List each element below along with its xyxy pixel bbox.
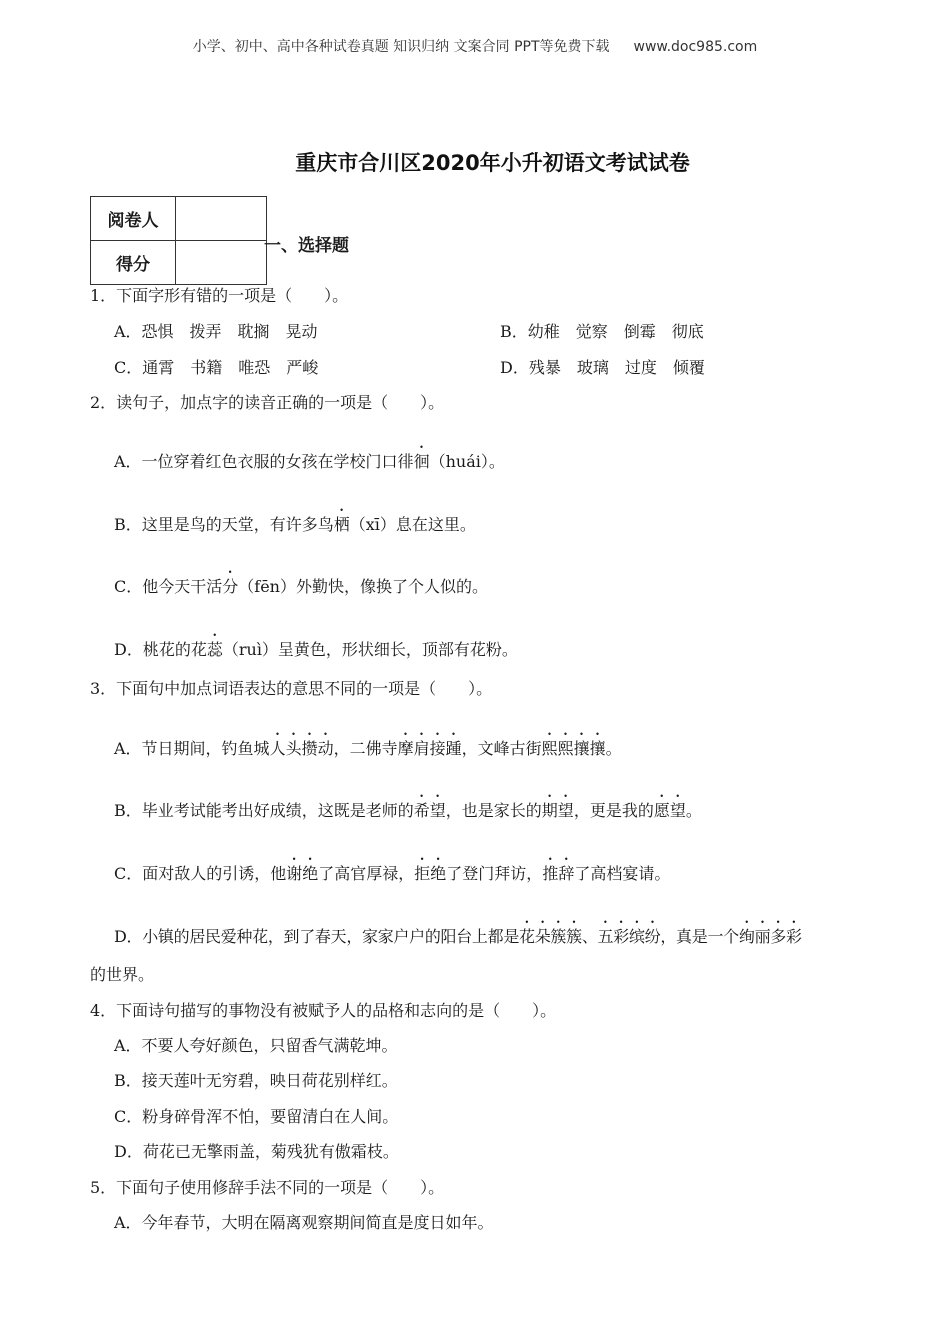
q5-option-a[interactable]: A．今年春节，大明在隔离观察期间简直是度日如年。 xyxy=(114,1213,494,1232)
q3-option-d-continuation: 的世界。 xyxy=(90,965,155,984)
q4-option-a[interactable]: A．不要人夸好颜色，只留香气满乾坤。 xyxy=(114,1036,398,1055)
q3-c-text-1: C．面对敌人的引诱，他 xyxy=(114,864,287,883)
q2-a-post: （huái）。 xyxy=(429,452,505,471)
q2-b-post: （xī）息在这里。 xyxy=(349,515,476,534)
score-field[interactable] xyxy=(176,241,267,285)
banner-site: www.doc985.com xyxy=(633,39,758,55)
q3-option-b[interactable] xyxy=(114,792,702,820)
page-title: 重庆市合川区2020年小升初语文考试试卷 xyxy=(295,151,690,175)
q3-a-dot-2: 摩肩接踵 xyxy=(397,739,462,758)
q2-option-d[interactable] xyxy=(114,631,518,659)
q3-c-dot-2: 拒绝 xyxy=(414,864,447,883)
q3-c-dot-3: 推辞 xyxy=(542,864,575,883)
score-label: 得分 xyxy=(91,241,176,285)
q3-d-text-1: D．小镇的居民爱种花，到了春天，家家户户的阳台上都是 xyxy=(114,927,520,946)
q1-option-a[interactable]: A．恐惧 拨弄 耽搁 晃动 xyxy=(114,322,318,341)
q2-d-pre: D．桃花的花 xyxy=(114,640,207,659)
q3-d-dot-3: 绚丽多彩 xyxy=(738,927,802,946)
q2-c-post: （fēn）外勤快，像换了个人似的。 xyxy=(238,577,488,596)
q2-d-post: （ruì）呈黄色，形状细长，顶部有花粉。 xyxy=(222,640,518,659)
q3-d-dot-2: 五彩缤纷 xyxy=(597,927,661,946)
q1-option-d[interactable]: D．残暴 玻璃 过度 倾覆 xyxy=(500,358,705,377)
q4-option-c[interactable]: C．粉身碎骨浑不怕，要留清白在人间。 xyxy=(114,1107,399,1126)
q2-a-dot: 徊 xyxy=(413,452,430,471)
banner-text: 小学、初中、高中各种试卷真题 知识归纳 文案合同 PPT等免费下载 xyxy=(192,39,610,55)
q3-b-text-3: ，更是我的 xyxy=(573,801,654,820)
q3-option-a[interactable] xyxy=(114,730,622,758)
q3-b-text-2: ，也是家长的 xyxy=(445,801,542,820)
q4-option-b[interactable]: B．接天莲叶无穷碧，映日荷花别样红。 xyxy=(114,1071,398,1090)
q3-a-text-4: 。 xyxy=(605,739,622,758)
q2-stem: 2．读句子，加点字的读音正确的一项是（ ）。 xyxy=(90,393,445,412)
q2-a-pre: A．一位穿着红色衣服的女孩在学校门口徘 xyxy=(114,452,414,471)
q3-a-text-1: A．节日期间，钓鱼城 xyxy=(114,739,270,758)
q3-c-text-2: 了高官厚禄， xyxy=(318,864,415,883)
q3-a-text-3: ，文峰古街 xyxy=(461,739,542,758)
q2-option-c[interactable] xyxy=(114,568,488,596)
q3-d-text-3: ，真是一个 xyxy=(660,927,739,946)
q1-option-b[interactable]: B．幼稚 觉察 倒霉 彻底 xyxy=(500,322,704,341)
q3-c-text-4: 了高档宴请。 xyxy=(574,864,671,883)
q4-option-d[interactable]: D．荷花已无擎雨盖，菊残犹有傲霜枝。 xyxy=(114,1142,399,1161)
q2-option-a[interactable] xyxy=(114,443,505,471)
q3-d-text-2: 、 xyxy=(581,927,598,946)
score-table xyxy=(90,196,267,285)
q3-c-text-3: 了登门拜访， xyxy=(446,864,543,883)
q2-d-dot: 蕊 xyxy=(206,640,223,659)
q3-stem: 3．下面句中加点词语表达的意思不同的一项是（ ）。 xyxy=(90,679,493,698)
q2-c-dot: 分 xyxy=(222,577,239,596)
q3-b-dot-2: 期望 xyxy=(541,801,574,820)
q5-stem: 5．下面句子使用修辞手法不同的一项是（ ）。 xyxy=(90,1178,445,1197)
q2-c-pre: C．他今天干活 xyxy=(114,577,223,596)
page-header-banner xyxy=(0,36,950,56)
reviewer-label: 阅卷人 xyxy=(91,197,176,241)
q2-option-b[interactable] xyxy=(114,506,476,534)
q3-b-dot-1: 希望 xyxy=(413,801,446,820)
q3-d-dot-1: 花朵簇簇 xyxy=(519,927,582,946)
q3-option-c[interactable] xyxy=(114,855,670,883)
q4-stem: 4．下面诗句描写的事物没有被赋予人的品格和志向的是（ ）。 xyxy=(90,1001,557,1020)
q3-b-text-4: 。 xyxy=(685,801,702,820)
q3-option-d[interactable] xyxy=(114,918,802,946)
q2-b-dot: 栖 xyxy=(333,515,350,534)
q3-b-dot-3: 愿望 xyxy=(653,801,686,820)
q3-c-dot-1: 谢绝 xyxy=(286,864,319,883)
q3-a-dot-3: 熙熙攘攘 xyxy=(541,739,606,758)
reviewer-field[interactable] xyxy=(176,197,267,241)
q1-stem: 1．下面字形有错的一项是（ ）。 xyxy=(90,286,349,305)
q3-a-text-2: ，二佛寺 xyxy=(333,739,398,758)
q1-option-c[interactable]: C．通霄 书籍 唯恐 严峻 xyxy=(114,358,319,377)
section-heading: 一、选择题 xyxy=(264,236,349,256)
q2-b-pre: B．这里是鸟的天堂，有许多鸟 xyxy=(114,515,334,534)
q3-a-dot-1: 人头攒动 xyxy=(269,739,334,758)
q3-b-text-1: B．毕业考试能考出好成绩，这既是老师的 xyxy=(114,801,414,820)
